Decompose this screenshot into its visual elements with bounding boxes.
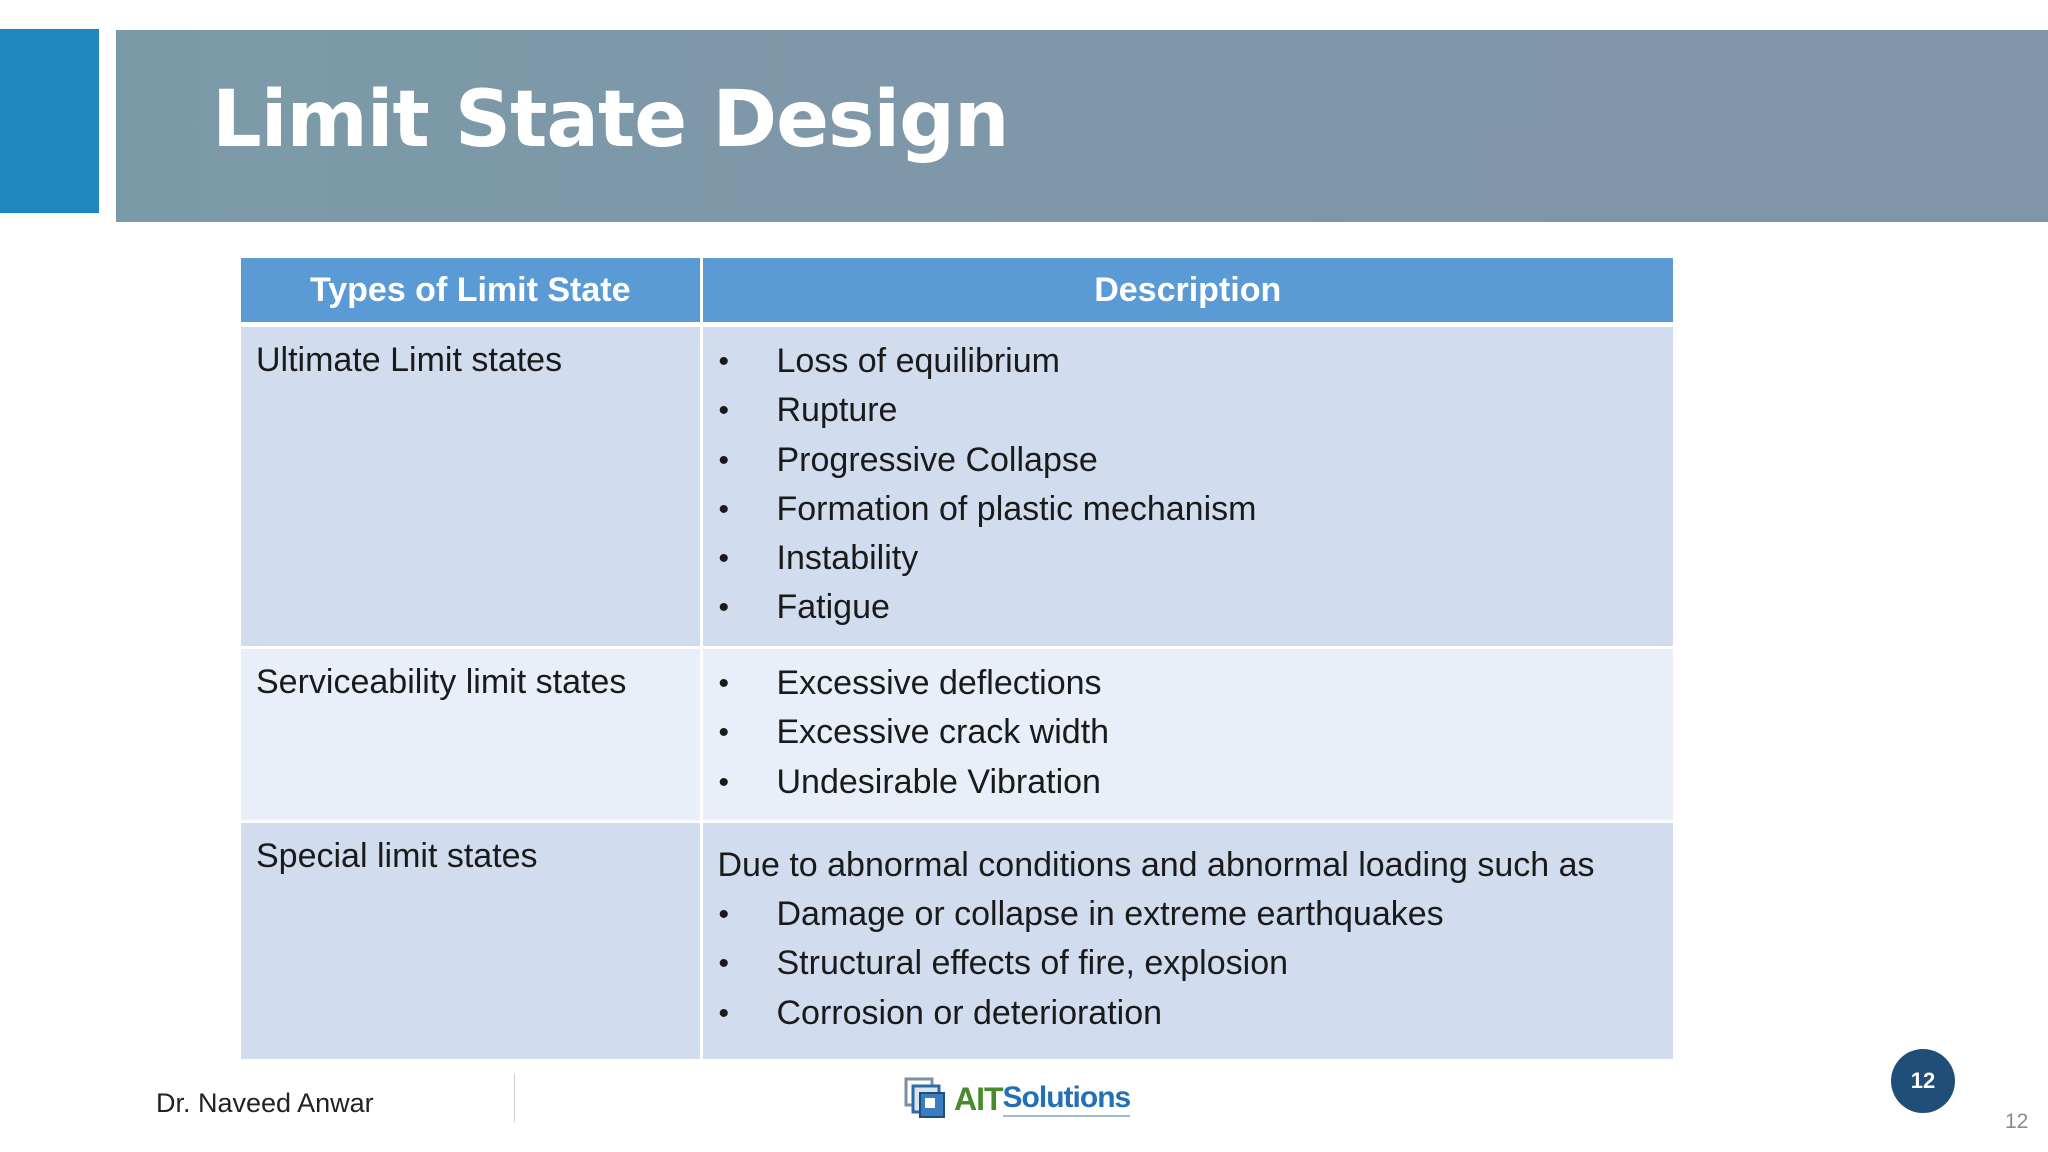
list-item xyxy=(703,890,1674,939)
header-types: Types of Limit State xyxy=(241,258,701,325)
list-item xyxy=(703,534,1674,583)
bullet-icon: • xyxy=(718,667,730,700)
bullet-icon: • xyxy=(718,898,730,931)
description-cell xyxy=(701,822,1673,1061)
description-list xyxy=(703,337,1674,633)
logo-solutions-text: Solutions xyxy=(1003,1081,1131,1117)
ait-solutions-logo xyxy=(904,1074,1130,1124)
list-item xyxy=(703,337,1674,386)
accent-block xyxy=(0,29,99,213)
table-header-row xyxy=(241,258,1673,325)
limit-state-table-container xyxy=(241,258,1673,1062)
logo-ait-text: AIT xyxy=(954,1080,1003,1117)
list-item xyxy=(703,485,1674,534)
list-item xyxy=(703,708,1674,757)
footer-divider xyxy=(514,1074,515,1122)
description-cell xyxy=(701,648,1673,822)
bullet-icon: • xyxy=(718,443,730,477)
bullet-icon: • xyxy=(718,996,730,1030)
list-item xyxy=(703,659,1674,708)
bullet-icon: • xyxy=(718,591,730,625)
bullet-icon: • xyxy=(718,947,730,981)
list-item-text: Excessive crack width xyxy=(776,713,1110,752)
limit-type-cell: Special limit states xyxy=(241,822,701,1061)
list-item-text: Damage or collapse in extreme earthquakes xyxy=(776,895,1444,933)
list-item-text: Fatigue xyxy=(776,588,890,627)
list-item-text: Rupture xyxy=(776,391,898,430)
list-item xyxy=(703,758,1674,807)
list-item xyxy=(703,989,1674,1038)
bullet-icon: • xyxy=(718,492,730,526)
list-item xyxy=(703,436,1674,485)
description-list xyxy=(703,890,1674,1038)
list-item xyxy=(703,386,1674,435)
description-intro: Due to abnormal conditions and abnormal loading such as xyxy=(717,846,1595,884)
list-item-text: Excessive deflections xyxy=(776,664,1102,702)
description-list xyxy=(703,659,1674,807)
list-item-text: Formation of plastic mechanism xyxy=(776,489,1257,528)
bullet-icon: • xyxy=(718,345,730,378)
list-item-text: Structural effects of fire, explosion xyxy=(776,944,1289,983)
bullet-icon: • xyxy=(718,716,730,750)
list-item-text: Undesirable Vibration xyxy=(776,762,1101,801)
list-item xyxy=(703,583,1674,632)
footer-author: Dr. Naveed Anwar xyxy=(156,1088,374,1118)
table-row xyxy=(241,822,1673,1061)
description-cell xyxy=(701,325,1673,648)
page-number-badge: 12 xyxy=(1891,1049,1955,1113)
limit-type-cell: Ultimate Limit states xyxy=(241,325,701,648)
header-description: Description xyxy=(701,258,1673,325)
list-item-text: Instability xyxy=(776,539,919,578)
list-item-text: Loss of equilibrium xyxy=(776,342,1060,380)
page-number: 12 xyxy=(2005,1110,2029,1133)
list-item-text: Progressive Collapse xyxy=(776,440,1098,479)
list-item xyxy=(703,939,1674,988)
limit-type-cell: Serviceability limit states xyxy=(241,648,701,822)
table-row xyxy=(241,648,1673,822)
bullet-icon: • xyxy=(718,542,730,576)
bullet-icon: • xyxy=(718,394,730,428)
list-item-text: Corrosion or deterioration xyxy=(776,993,1163,1032)
ait-logo-icon xyxy=(904,1077,948,1121)
table-row xyxy=(241,325,1673,648)
bullet-icon: • xyxy=(718,765,730,799)
limit-state-table xyxy=(241,258,1673,1062)
slide-title: Limit State Design xyxy=(212,75,1009,165)
